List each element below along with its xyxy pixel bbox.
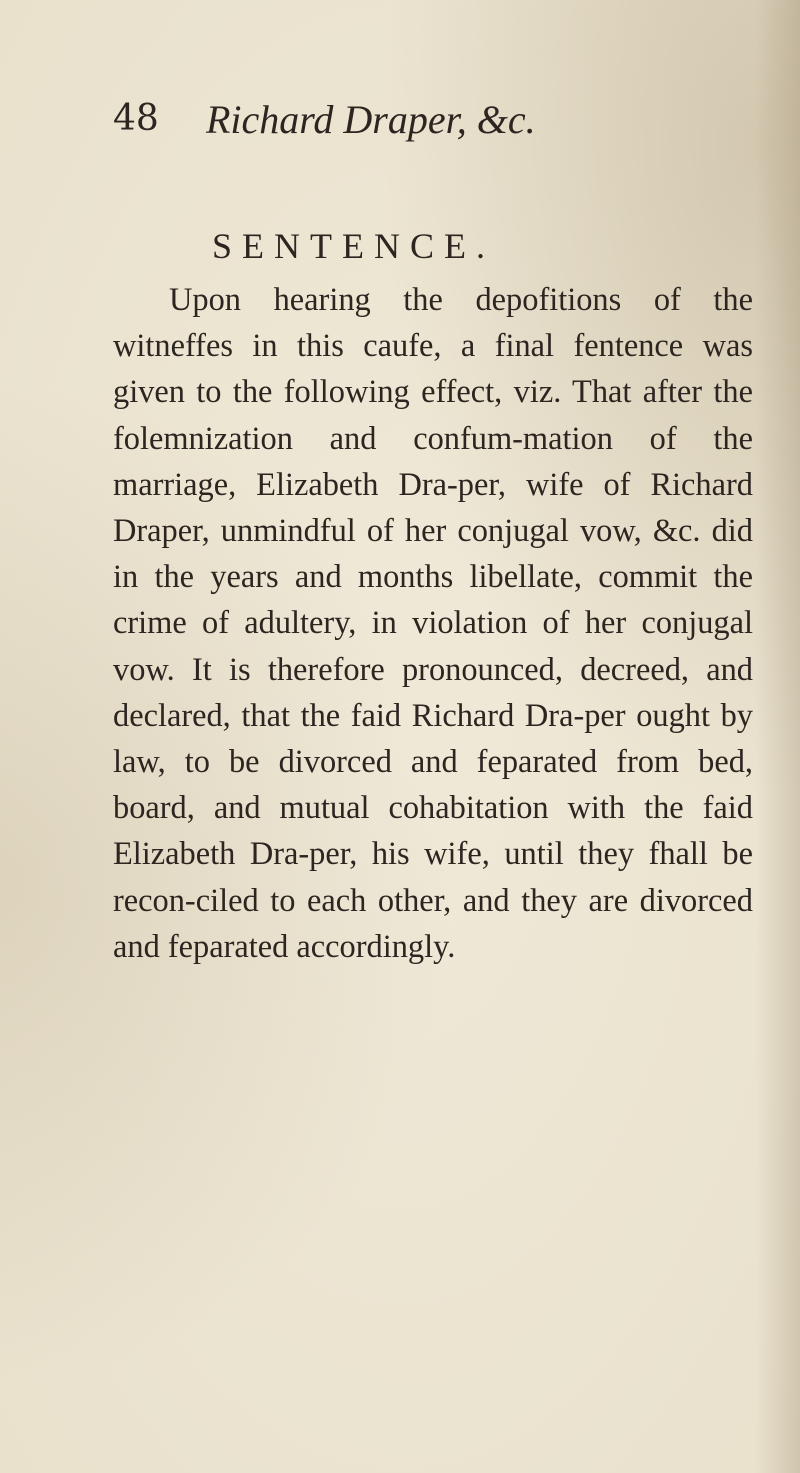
body-paragraph: Upon hearing the depofitions of the witneffes in this caufe, a final fentence was given to the following effect, viz. That after the folemnization and confum-mation of the marriage, Elizabeth Dra-per, wife of Richard Draper, unmindful of her conjugal vow, &c. did in the years and months libellate, commit the crime of adultery, in violation of her conjugal vow. It is therefore pronounced, decreed, and declared, that the faid Richard Dra-per ought by law, to be divorced and feparated from bed, board, and mutual cohabitation with the faid Elizabeth Dra-per, his wife, until they fhall be recon-ciled to each other, and they are divorced and feparated accordingly. (113, 282, 753, 965)
running-head (113, 98, 733, 158)
page-number: 48 (113, 98, 159, 139)
section-heading: SENTENCE. (212, 226, 495, 266)
running-title: Richard Draper, &c. (206, 97, 536, 142)
page-edge-shadow (755, 0, 800, 1473)
